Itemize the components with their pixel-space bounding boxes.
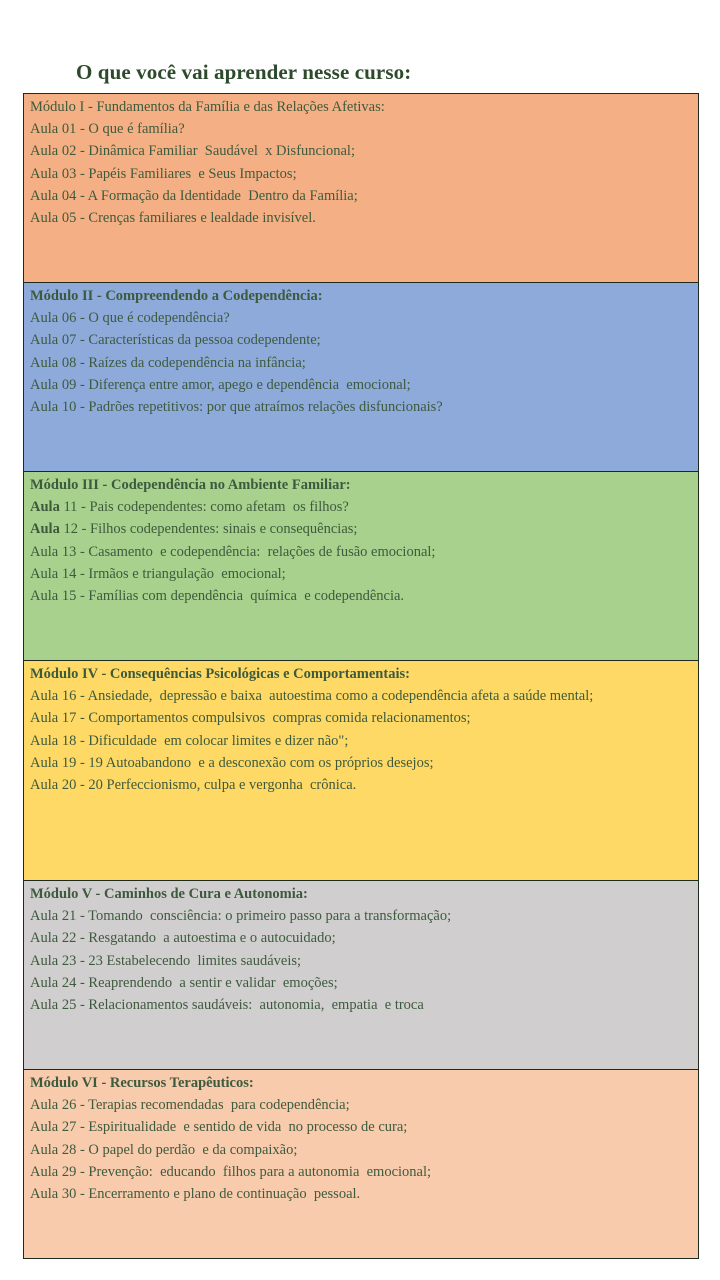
lesson-text: Papéis Familiares e Seus Impactos; xyxy=(88,165,297,182)
lesson-label: Aula xyxy=(30,1163,59,1180)
lesson-item xyxy=(30,307,698,329)
lesson-number: 16 - xyxy=(58,688,88,705)
lesson-text: Comportamentos compulsivos compras comida relacionamentos; xyxy=(88,710,471,727)
module-1 xyxy=(24,94,698,283)
module-title: Módulo III - Codependência no Ambiente Familiar: xyxy=(30,477,351,493)
lesson-number: 12 - xyxy=(59,521,91,538)
lesson-item xyxy=(30,707,698,729)
lesson-text: Irmãos e triangulação emocional; xyxy=(88,565,286,582)
lesson-item xyxy=(30,752,698,774)
lesson-text: Espiritualidade e sentido de vida no processo de cura; xyxy=(88,1119,408,1136)
module-title: Módulo V - Caminhos de Cura e Autonomia: xyxy=(30,886,308,902)
lesson-text: Características da pessoa codependente; xyxy=(88,332,321,349)
lesson-item xyxy=(30,905,698,927)
module-title: Módulo II - Compreendendo a Codependência: xyxy=(30,288,323,304)
lesson-list xyxy=(30,307,698,418)
lesson-label: Aula xyxy=(30,310,59,327)
lesson-label: Aula xyxy=(30,930,59,947)
lesson-label: Aula xyxy=(30,732,59,749)
lesson-label: Aula xyxy=(30,332,59,349)
lesson-number: 01 - xyxy=(58,121,89,138)
lesson-item xyxy=(30,329,698,351)
lesson-item xyxy=(30,994,698,1016)
lesson-item xyxy=(30,185,698,207)
lesson-text: O que é família? xyxy=(88,121,185,138)
lesson-number: 03 - xyxy=(58,165,89,182)
lesson-text: 19 Autoabandono e a desconexão com os próprios desejos; xyxy=(88,754,434,771)
lesson-list xyxy=(30,1094,698,1205)
lesson-label: Aula xyxy=(30,354,59,371)
lesson-item xyxy=(30,927,698,949)
lesson-number: 17 - xyxy=(58,710,89,727)
lesson-label: Aula xyxy=(30,499,60,516)
lesson-number: 13 - xyxy=(58,543,89,560)
lesson-number: 02 - xyxy=(58,143,89,160)
lesson-text: Encerramento e plano de continuação pessoal. xyxy=(88,1186,361,1203)
lesson-item xyxy=(30,496,698,518)
lesson-number: 21 - xyxy=(58,908,89,925)
lesson-text: O papel do perdão e da compaixão; xyxy=(88,1141,298,1158)
lesson-number: 23 - xyxy=(58,952,89,969)
lesson-item xyxy=(30,207,698,229)
lesson-item xyxy=(30,374,698,396)
module-title: Módulo VI - Recursos Terapêuticos: xyxy=(30,1075,254,1091)
lesson-number: 27 - xyxy=(58,1119,89,1136)
lesson-text: Famílias com dependência química e codependência. xyxy=(88,588,405,605)
lesson-item xyxy=(30,118,698,140)
module-4 xyxy=(24,661,698,881)
lesson-item xyxy=(30,541,698,563)
lesson-item xyxy=(30,1139,698,1161)
lesson-number: 10 - xyxy=(58,399,89,416)
lesson-number: 04 - xyxy=(58,187,88,204)
module-title: Módulo I - Fundamentos da Família e das Relações Afetivas: xyxy=(30,99,385,115)
lesson-text: O que é codependência? xyxy=(88,310,230,327)
lesson-label: Aula xyxy=(30,399,59,416)
lesson-label: Aula xyxy=(30,565,59,582)
lesson-text: Pais codependentes: como afetam os filhos? xyxy=(89,499,349,516)
lesson-number: 22 - xyxy=(58,930,89,947)
lesson-item xyxy=(30,1161,698,1183)
lesson-text: Dificuldade em colocar limites e dizer não"; xyxy=(88,732,349,749)
lesson-label: Aula xyxy=(30,1186,59,1203)
lesson-number: 06 - xyxy=(58,310,89,327)
lesson-item xyxy=(30,140,698,162)
lesson-label: Aula xyxy=(30,121,59,138)
page-title: O que você vai aprender nesse curso: xyxy=(76,60,412,84)
lesson-text: Tomando consciência: o primeiro passo para a transformação; xyxy=(88,908,452,925)
lesson-label: Aula xyxy=(30,777,59,794)
lesson-item xyxy=(30,950,698,972)
lesson-item xyxy=(30,1116,698,1138)
lesson-item xyxy=(30,1094,698,1116)
lesson-text: 20 Perfeccionismo, culpa e vergonha crônica. xyxy=(88,777,357,794)
module-5 xyxy=(24,881,698,1070)
lesson-label: Aula xyxy=(30,376,59,393)
lesson-number: 19 - xyxy=(58,754,89,771)
lesson-item xyxy=(30,518,698,540)
lesson-label: Aula xyxy=(30,997,59,1014)
lesson-label: Aula xyxy=(30,754,59,771)
module-title: Módulo IV - Consequências Psicológicas e Comportamentais: xyxy=(30,666,410,682)
lesson-item xyxy=(30,163,698,185)
lesson-text: Crenças familiares e lealdade invisível. xyxy=(88,210,316,227)
lesson-number: 09 - xyxy=(58,376,89,393)
lesson-number: 05 - xyxy=(58,210,89,227)
lesson-number: 28 - xyxy=(58,1141,89,1158)
lesson-number: 15 - xyxy=(58,588,89,605)
lesson-item xyxy=(30,1183,698,1205)
lesson-list xyxy=(30,118,698,229)
module-2 xyxy=(24,283,698,472)
lesson-item xyxy=(30,730,698,752)
lesson-text: Diferença entre amor, apego e dependência emocional; xyxy=(88,376,411,393)
lesson-label: Aula xyxy=(30,210,59,227)
lesson-text: Terapias recomendadas para codependência; xyxy=(88,1097,350,1114)
lesson-number: 14 - xyxy=(58,565,89,582)
lesson-label: Aula xyxy=(30,908,59,925)
lesson-text: Ansiedade, depressão e baixa autoestima como a codependência afeta a saúde mental; xyxy=(87,688,594,705)
lesson-label: Aula xyxy=(30,521,60,538)
lesson-text: Reaprendendo a sentir e validar emoções; xyxy=(88,974,338,991)
lesson-text: Casamento e codependência: relações de fusão emocional; xyxy=(88,543,436,560)
lesson-item xyxy=(30,774,698,796)
lesson-number: 24 - xyxy=(58,974,89,991)
lesson-label: Aula xyxy=(30,688,59,705)
module-3 xyxy=(24,472,698,661)
lesson-label: Aula xyxy=(30,187,59,204)
lesson-number: 20 - xyxy=(58,777,89,794)
lesson-text: Dinâmica Familiar Saudável x Disfuncional; xyxy=(88,143,355,160)
lesson-number: 29 - xyxy=(58,1163,89,1180)
lesson-number: 26 - xyxy=(58,1097,89,1114)
lesson-text: Relacionamentos saudáveis: autonomia, empatia e troca xyxy=(88,997,424,1014)
lesson-number: 25 - xyxy=(58,997,89,1014)
lesson-number: 18 - xyxy=(58,732,89,749)
lesson-label: Aula xyxy=(30,543,59,560)
lesson-text: A Formação da Identidade Dentro da Família; xyxy=(87,187,358,204)
lesson-label: Aula xyxy=(30,588,59,605)
lesson-label: Aula xyxy=(30,974,59,991)
lesson-label: Aula xyxy=(30,143,59,160)
module-6 xyxy=(24,1070,698,1258)
lesson-item xyxy=(30,685,698,707)
course-modules-table xyxy=(23,93,699,1259)
lesson-item xyxy=(30,585,698,607)
lesson-number: 08 - xyxy=(58,354,89,371)
lesson-text: 23 Estabelecendo limites saudáveis; xyxy=(88,952,302,969)
lesson-item xyxy=(30,352,698,374)
lesson-label: Aula xyxy=(30,1119,59,1136)
lesson-text: Raízes da codependência na infância; xyxy=(88,354,306,371)
lesson-item xyxy=(30,396,698,418)
lesson-item xyxy=(30,563,698,585)
lesson-label: Aula xyxy=(30,710,59,727)
lesson-text: Padrões repetitivos: por que atraímos relações disfuncionais? xyxy=(88,399,443,416)
lesson-list xyxy=(30,685,698,796)
lesson-item xyxy=(30,972,698,994)
lesson-number: 30 - xyxy=(58,1186,89,1203)
lesson-list xyxy=(30,496,698,607)
lesson-text: Filhos codependentes: sinais e consequências; xyxy=(90,521,358,538)
lesson-label: Aula xyxy=(30,1141,59,1158)
lesson-list xyxy=(30,905,698,1016)
lesson-label: Aula xyxy=(30,165,59,182)
lesson-number: 07 - xyxy=(58,332,89,349)
lesson-text: Resgatando a autoestima e o autocuidado; xyxy=(88,930,336,947)
lesson-number: 11 - xyxy=(59,499,90,516)
lesson-label: Aula xyxy=(30,952,59,969)
lesson-label: Aula xyxy=(30,1097,59,1114)
lesson-text: Prevenção: educando filhos para a autonomia emocional; xyxy=(88,1163,432,1180)
